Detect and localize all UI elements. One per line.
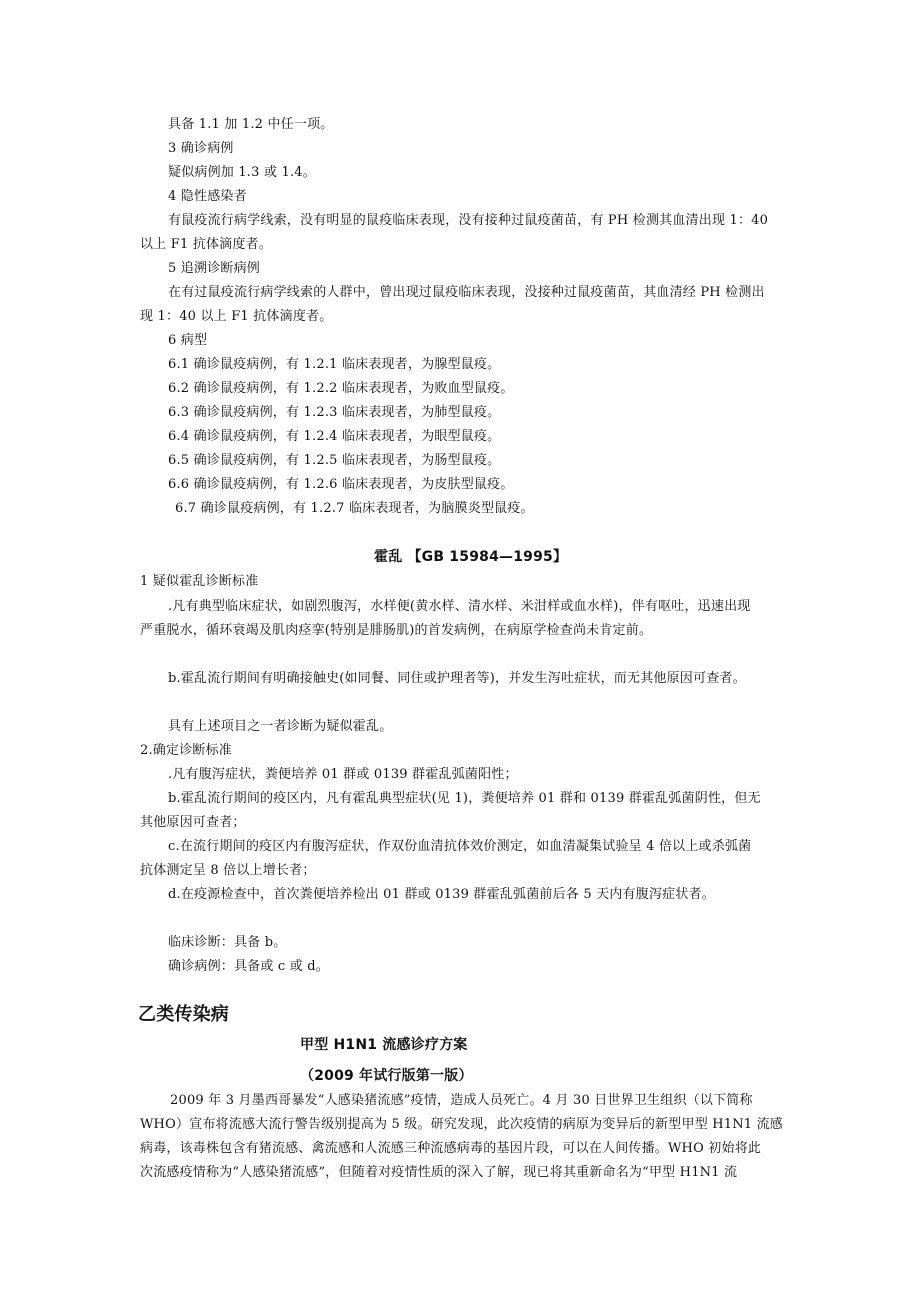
cholera-line-14: 确诊病例：具备或 c 或 d。 [168, 959, 329, 974]
plague-line-10: 6 病型 [168, 333, 208, 348]
h1n1-subtitle: （2009 年试行版第一版） [300, 1068, 473, 1084]
h1n1-line-1: 2009 年 3 月墨西哥暴发“人感染猪流感”疫情，造成人员死亡。4 月 30 日世界卫生组织（以下简称 [170, 1093, 753, 1108]
plague-line-11: 6.1 确诊鼠疫病例，有 1.2.1 临床表现者，为腺型鼠疫。 [168, 357, 501, 372]
cholera-line-2: .凡有典型临床症状，如剧烈腹泻，水样便(黄水样、清水样、米泔样或血水样)，伴有呕吐，迅速出现 [168, 599, 751, 614]
cholera-line-12: d.在疫源检查中，首次粪便培养检出 01 群或 0139 群霍乱弧菌前后各 5 天内有腹泻症状者。 [168, 887, 715, 902]
plague-line-2: 3 确诊病例 [168, 141, 234, 156]
cholera-line-5: 具有上述项目之一者诊断为疑似霍乱。 [168, 719, 393, 734]
plague-line-8: 在有过鼠疫流行病学线索的人群中，曾出现过鼠疫临床表现，没接种过鼠疫菌苗，其血清经 PH 检测出 [168, 285, 765, 300]
class-b-heading: 乙类传染病 [138, 1004, 229, 1025]
plague-line-15: 6.5 确诊鼠疫病例，有 1.2.5 临床表现者，为肠型鼠疫。 [168, 453, 501, 468]
plague-line-1: 具备 1.1 加 1.2 中任一项。 [168, 117, 334, 132]
cholera-line-13: 临床诊断：具备 b。 [168, 935, 287, 950]
h1n1-line-3: 病毒，该毒株包含有猪流感、禽流感和人流感三种流感病毒的基因片段，可以在人间传播。WHO 初始将此 [140, 1141, 762, 1156]
h1n1-line-4: 次流感疫情称为“人感染猪流感”，但随着对疫情性质的深入了解，现已将其重新命名为“甲型 H1N1 流 [140, 1165, 738, 1180]
plague-line-3: 疑似病例加 1.3 或 1.4。 [168, 165, 316, 180]
h1n1-title: 甲型 H1N1 流感诊疗方案 [300, 1037, 468, 1053]
plague-line-6: 以上 F1 抗体滴度者。 [140, 237, 272, 252]
cholera-line-4: b.霍乱流行期间有明确接触史(如同餐、同住或护理者等)，并发生泻吐症状，而无其他原因可查者。 [168, 671, 746, 686]
plague-line-5: 有鼠疫流行病学线索，没有明显的鼠疫临床表现，没有接种过鼠疫菌苗，有 PH 检测其血清出现 1：40 [168, 213, 769, 228]
plague-line-4: 4 隐性感染者 [168, 189, 247, 204]
cholera-title: 霍乱 【GB 15984—1995】 [374, 549, 568, 565]
plague-line-9: 现 1：40 以上 F1 抗体滴度者。 [140, 309, 333, 324]
h1n1-line-2: WHO）宣布将流感大流行警告级别提高为 5 级。研究发现，此次疫情的病原为变异后的新型甲型 H1N1 流感 [140, 1117, 784, 1132]
cholera-line-9: 其他原因可查者； [140, 815, 246, 830]
cholera-line-7: .凡有腹泻症状，粪便培养 01 群或 0139 群霍乱弧菌阳性； [168, 767, 518, 782]
cholera-line-1: 1 疑似霍乱诊断标准 [140, 574, 259, 589]
cholera-line-10: c.在流行期间的疫区内有腹泻症状，作双份血清抗体效价测定，如血清凝集试验呈 4 倍以上或杀弧菌 [168, 839, 752, 854]
plague-line-7: 5 追溯诊断病例 [168, 261, 261, 276]
plague-line-14: 6.4 确诊鼠疫病例，有 1.2.4 临床表现者，为眼型鼠疫。 [168, 429, 501, 444]
cholera-line-3: 严重脱水，循环衰竭及肌肉痉挛(特别是腓肠肌)的首发病例，在病原学检查尚未肯定前。 [140, 623, 653, 638]
cholera-line-6: 2.确定诊断标准 [140, 743, 233, 758]
plague-line-16: 6.6 确诊鼠疫病例，有 1.2.6 临床表现者，为皮肤型鼠疫。 [168, 477, 514, 492]
plague-line-13: 6.3 确诊鼠疫病例，有 1.2.3 临床表现者，为肺型鼠疫。 [168, 405, 501, 420]
plague-line-17: 6.7 确诊鼠疫病例，有 1.2.7 临床表现者，为脑膜炎型鼠疫。 [175, 501, 534, 516]
plague-line-12: 6.2 确诊鼠疫病例，有 1.2.2 临床表现者，为败血型鼠疫。 [168, 381, 514, 396]
cholera-line-11: 抗体测定呈 8 倍以上增长者； [140, 863, 316, 878]
cholera-line-8: b.霍乱流行期间的疫区内，凡有霍乱典型症状(见 1)，粪便培养 01 群和 0139 群霍乱弧菌阴性，但无 [168, 791, 761, 806]
